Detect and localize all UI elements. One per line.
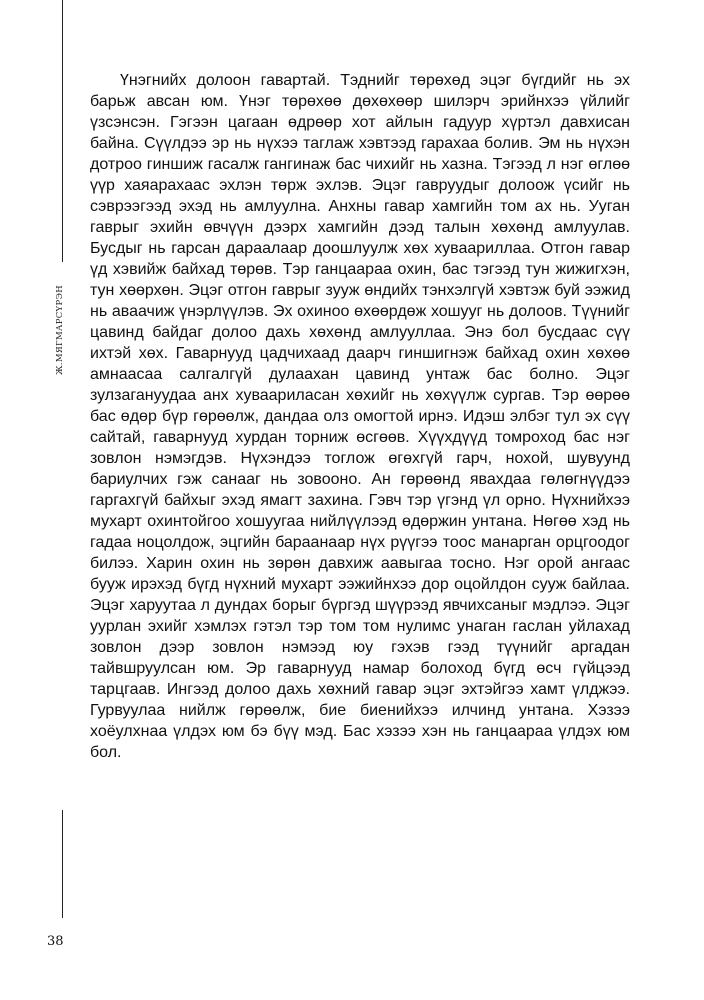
margin-rule-bottom: [62, 810, 63, 918]
margin-rule-top: [62, 0, 63, 262]
running-head-author: Ж.МЯГМАРСҮРЭН: [55, 285, 65, 375]
body-paragraph: Үнэгнийх долоон гавартай. Тэднийг төрөхөд эцэг бүгдийг нь эх барьж авсан юм. Үнэг төрөхөө дөхөхөөр шилэрч эрийнхээ үйлийг үзсэнсэн. Гэгээн цагаан өдрөөр хот айлын гадуур хүртэл давхисан байна. Сүүлдээ эр нь нүхээ таглаж хэвтээд гарахаа болив. Эм нь нүхэн дотроо гиншиж гасалж гангинаж бас чихийг нь хазна. Тэгээд л нэг өглөө үүр хаяарахаас эхлэн төрж эхлэв. Эцэг гавруудыг долоож үсийг нь сэврээгээд эхэд нь амлуулна. Анхны гавар хамгийн том ах нь. Ууган гаврыг эхийн өвчүүн дээрх хамгийн дээд талын хөхөнд амлуулав. Бусдыг нь гарсан дараалаар доошлуулж хөх хуваариллаа. Отгон гавар үд хэвийж байхад төрөв. Тэр ганцаараа охин, бас тэгээд тун жижигхэн, тун хөөрхөн. Эцэг отгон гаврыг зууж өндийх тэнхэлгүй хэвтэж буй ээжид нь аваачиж үнэрлүүлэв. Эх охиноо өхөөрдөж хошууг нь долоов. Түүнийг цавинд байдаг долоо дахь хөхөнд амлууллаа. Энэ бол бусдаас сүү ихтэй хөх. Гаварнууд цадчихаад даарч гиншигнэж байхад охин хөхөө амнаасаа салгалгүй дулаахан цавинд унтаж бас болно. Эцэг зулзагануудаа анх хуваариласан хөхийг нь хөхүүлж сургав. Тэр өөрөө бас өдөр бүр гөрөөлж, дандаа олз омогтой ирнэ. Идэш элбэг тул эх сүү сайтай, гаварнууд хурдан торниж өсгөөв. Хүүхдүүд томроход бас нэг зовлон нэмэгдэв. Нүхэндээ тоглож өгөхгүй гарч, нохой, шувуунд бариулчих гэж санааг нь зовооно. Ан гөрөөнд явахдаа гөлөгнүүдээ гаргахгүй байхыг эхэд ямагт захина. Гэвч тэр үгэнд үл орно. Нүхнийхээ мухарт охинтойгоо хошуугаа нийлүүлээд өдөржин унтана. Нөгөө хэд нь гадаа ноцолдож, эцгийн бараанаар нүх рүүгээ тоос манарган орцгоодог билээ. Харин охин нь зөрөн давхиж аавыгаа тосно. Нэг орой ангаас бууж ирэхэд бүгд нүхний мухарт ээжийнхээ дор оцойлдон сууж байлаа. Эцэг харуутаа л дундах борыг бүргэд шүүрээд явчихсаныг мэдлээ. Эцэг уурлан эхийг хэмлэх гэтэл тэр том том нулимс унаган гаслан уйлахад зовлон дээр зовлон нэмээд юу гэхэв гээд түүнийг аргадан тайвшруулсан юм. Эр гаварнууд намар болоход бүгд өсч гүйцээд тарцгаав. Ингээд долоо дахь хөхний гавар эцэг эхтэйгээ хамт үлджээ. Гурвуулаа нийлж гөрөөлж, бие биенийхээ илчинд унтана. Хэзээ хоёулхнаа үлдэх юм бэ бүү мэд. Бас хэзээ хэн нь ганцаараа үлдэх юм бол.: [90, 72, 630, 761]
page-number: 38: [47, 934, 64, 949]
